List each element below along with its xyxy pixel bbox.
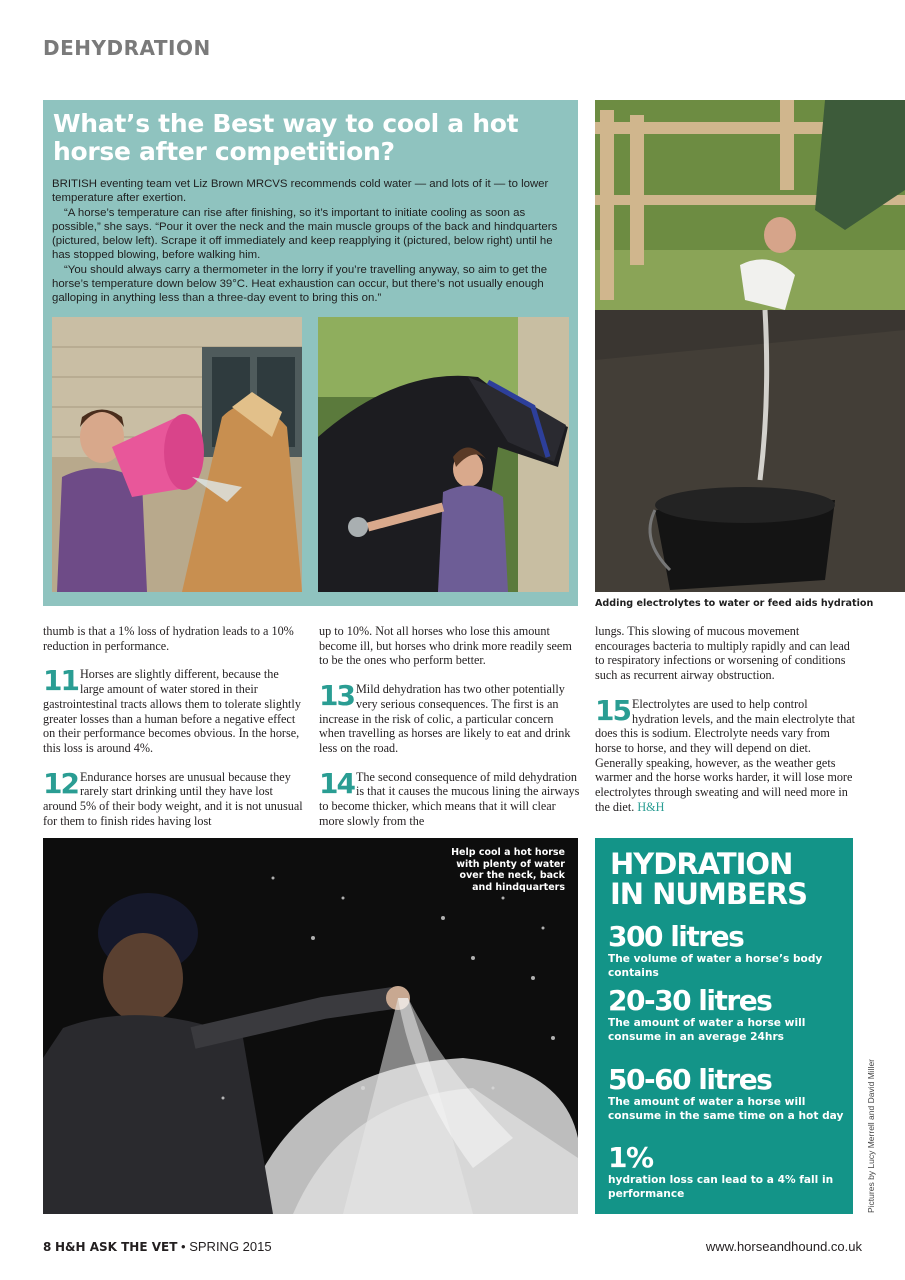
hydration-numbers-panel	[595, 838, 853, 1214]
issue-label: SPRING 2015	[189, 1239, 272, 1254]
feature-text	[52, 177, 572, 306]
point-text: The second consequence of mild dehydration is that it causes the mucous lining the airways to become thicker, which means that it will clear more slowly from the	[319, 769, 580, 828]
numbered-point	[319, 679, 581, 756]
photo-hosing-horse	[43, 838, 578, 1214]
photo-credit: Pictures by Lucy Merrell and David Miller	[866, 1059, 876, 1213]
magazine-name: H&H ASK THE VET	[54, 1240, 178, 1254]
photo-electrolytes	[595, 100, 905, 592]
photo-caption: Adding electrolytes to water or feed aids hydration	[595, 598, 874, 609]
point-number: 11	[43, 664, 78, 698]
stat-item	[608, 922, 848, 980]
photo-pouring-water	[52, 317, 302, 592]
feature-paragraph: BRITISH eventing team vet Liz Brown MRCVS recommends cold water — and lots of it — to lower temperature after exertion.	[52, 178, 549, 205]
article-column-2	[319, 624, 581, 842]
point-number: 14	[319, 766, 354, 800]
point-text: Mild dehydration has two other potentially very serious consequences. The first is an increase in the risk of colic, a particular concern when travelling as horses are likely to eat and drink less on the road.	[319, 682, 571, 755]
website-link[interactable]: www.horseandhound.co.uk	[705, 1239, 862, 1254]
footer-folio	[43, 1239, 272, 1254]
point-text: Endurance horses are unusual because they rarely start drinking until they have lost around 5% of their body weight, and it is not unusual for them to finish rides having lost	[43, 769, 303, 828]
panel-title-line: IN NUMBERS	[610, 877, 807, 911]
point-text: Electrolytes are used to help control hydration levels, and the main electrolyte that does this is sodium. Electrolyte needs vary from horse to horse, and they will depend on diet. Generally speaking, however, as the weather gets warmer and the horse works harder, it will lose more electrolytes through sweating and will need more in the diet.	[595, 696, 855, 814]
stat-item	[608, 1143, 848, 1201]
stat-item	[608, 986, 848, 1044]
panel-title-line: HYDRATION	[610, 847, 793, 881]
paragraph: lungs. This slowing of mucous movement encourages bacteria to multiply rapidly and can lead to respiratory infections or worsening of conditions such as recurrent airway obstruction.	[595, 624, 850, 683]
point-text: Horses are slightly different, because the large amount of water stored in their gastrointestinal tracts allows them to tolerate slightly greater losses than a human before a negative effect on their performance becomes obvious. In the horse, this loss is around 4%.	[43, 667, 301, 755]
page-number: 8	[43, 1240, 52, 1254]
stat-value: 1%	[608, 1141, 653, 1174]
stat-description: The volume of water a horse’s body contains	[608, 953, 823, 979]
article-column-1	[43, 624, 305, 842]
separator: •	[181, 1239, 186, 1254]
feature-paragraph: “You should always carry a thermometer in the lorry if you’re travelling anyway, so aim to get the horse’s temperature down below 39°C. Heat exhaustion can occur, but there’s not usually enough galloping in anything less than a three-day event to bring this on.”	[52, 263, 548, 305]
signoff-logo: H&H	[637, 799, 665, 814]
numbered-point	[43, 664, 305, 755]
numbered-point	[43, 766, 305, 829]
stat-description: hydration loss can lead to a 4% fall in performance	[608, 1174, 834, 1200]
point-number: 15	[595, 693, 630, 727]
point-number: 13	[319, 679, 354, 713]
section-label: DEHYDRATION	[43, 36, 211, 60]
stat-item	[608, 1065, 848, 1123]
paragraph: thumb is that a 1% loss of hydration leads to a 10% reduction in performance.	[43, 624, 294, 653]
stat-description: The amount of water a horse will consume in an average 24hrs	[608, 1017, 806, 1043]
photo-caption: Help cool a hot horse with plenty of water over the neck, back and hindquarters	[451, 847, 565, 893]
stat-value: 20-30 litres	[608, 984, 772, 1017]
stat-value: 50-60 litres	[608, 1063, 772, 1096]
stat-value: 300 litres	[608, 920, 744, 953]
photo-scraping-horse	[318, 317, 569, 592]
stat-description: The amount of water a horse will consume in the same time on a hot day	[608, 1096, 844, 1122]
article-column-3	[595, 624, 857, 828]
numbered-point	[595, 693, 857, 815]
numbered-point	[319, 766, 581, 829]
feature-paragraph: “A horse’s temperature can rise after finishing, so it’s important to initiate cooling as soon as possible,” she says. “Pour it over the neck and the main muscle groups of the back and hindquarters (pictured, below left). Scrape it off immediately and keep reapplying it (pictured, below right) until he has stopped blowing, before walking him.	[52, 206, 558, 262]
paragraph: up to 10%. Not all horses who lose this amount become ill, but horses who drink more readily seem to be the ones who perform better.	[319, 624, 572, 668]
point-number: 12	[43, 766, 78, 800]
panel-title	[610, 849, 807, 909]
feature-title: What’s the Best way to cool a hot horse after competition?	[53, 109, 519, 166]
